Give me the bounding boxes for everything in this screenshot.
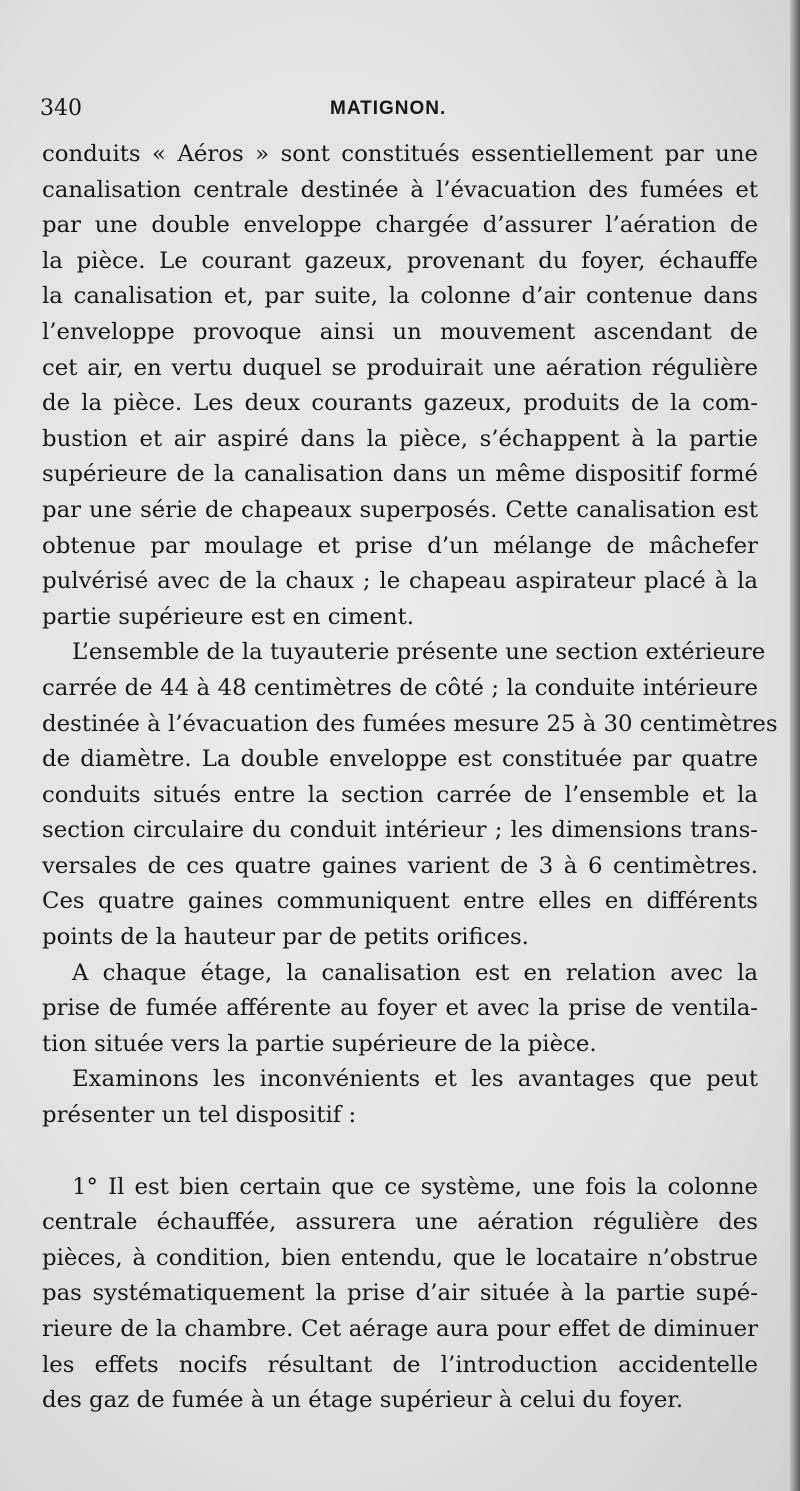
text-line: destinée à l’évacuation des fumées mesure 25 à 30 centimètres bbox=[42, 710, 778, 737]
text-line: Examinons les inconvénients et les avantages que peut bbox=[72, 1066, 758, 1093]
text-line: versales de ces quatre gaines varient de 3 à 6 centimètres. bbox=[42, 852, 758, 879]
paragraph bbox=[42, 137, 758, 635]
paragraph-gap bbox=[42, 1134, 758, 1170]
text-line: rieure de la chambre. Cet aérage aura pour effet de diminuer bbox=[42, 1316, 758, 1342]
text-line: la canalisation et, par suite, la colonne d’air contenue dans bbox=[42, 283, 758, 310]
text-line: canalisation centrale destinée à l’évacuation des fumées et bbox=[42, 176, 758, 203]
running-title: MATIGNON. bbox=[330, 98, 447, 119]
text-line: carrée de 44 à 48 centimètres de côté ; la conduite intérieure bbox=[42, 674, 758, 701]
text-line: partie supérieure est en ciment. bbox=[42, 603, 415, 630]
text-line: pulvérisé avec de la chaux ; le chapeau aspirateur placé à la bbox=[42, 568, 758, 595]
text-line: les effets nocifs résultant de l’introduction accidentelle bbox=[42, 1351, 758, 1378]
text-line: A chaque étage, la canalisation est en relation avec la bbox=[72, 959, 758, 986]
paragraph bbox=[42, 1170, 758, 1419]
text-line: l’enveloppe provoque ainsi un mouvement ascendant de bbox=[42, 318, 758, 345]
text-line: pas systématiquement la prise d’air située à la partie supé- bbox=[42, 1280, 758, 1307]
paragraph bbox=[42, 1062, 758, 1133]
text-line: centrale échauffée, assurera une aération régulière des bbox=[42, 1209, 758, 1236]
text-line: obtenue par moulage et prise d’un mélange de mâchefer bbox=[42, 532, 758, 559]
text-line: de diamètre. La double enveloppe est constituée par quatre bbox=[42, 746, 758, 773]
text-line: par une double enveloppe chargée d’assurer l’aération de bbox=[42, 212, 758, 239]
text-line: de la pièce. Les deux courants gazeux, produits de la com- bbox=[42, 390, 758, 417]
text-line: par une série de chapeaux superposés. Cette canalisation est bbox=[42, 496, 758, 523]
text-line: supérieure de la canalisation dans un même dispositif formé bbox=[42, 461, 758, 488]
page-header bbox=[40, 96, 760, 130]
text-line: 1° Il est bien certain que ce système, une fois la colonne bbox=[72, 1173, 758, 1200]
text-line: prise de fumée afférente au foyer et avec la prise de ventila- bbox=[42, 995, 758, 1022]
text-line: bustion et air aspiré dans la pièce, s’échappent à la partie bbox=[42, 425, 758, 452]
text-line: Ces quatre gaines communiquent entre elles en différents bbox=[42, 888, 758, 915]
text-line: tion située vers la partie supérieure de la pièce. bbox=[42, 1030, 597, 1057]
text-line: présenter un tel dispositif : bbox=[42, 1102, 357, 1129]
body-text bbox=[42, 137, 778, 1419]
text-line: des gaz de fumée à un étage supérieur à celui du foyer. bbox=[42, 1387, 684, 1414]
text-line: section circulaire du conduit intérieur ; les dimensions trans- bbox=[42, 817, 758, 844]
text-line: L’ensemble de la tuyauterie présente une section extérieure bbox=[72, 639, 766, 666]
text-line: cet air, en vertu duquel se produirait une aération régulière bbox=[42, 354, 758, 381]
text-line: pièces, à condition, bien entendu, que le locataire n’obstrue bbox=[42, 1244, 758, 1271]
page-number: 340 bbox=[40, 96, 82, 121]
text-line: conduits situés entre la section carrée de l’ensemble et la bbox=[42, 781, 758, 808]
paragraph bbox=[42, 956, 758, 1063]
text-line: points de la hauteur par de petits orifices. bbox=[42, 924, 529, 951]
page-edge-shadow bbox=[790, 0, 800, 1491]
paragraph bbox=[42, 635, 778, 955]
text-line: conduits « Aéros » sont constitués essentiellement par une bbox=[42, 141, 758, 167]
text-line: la pièce. Le courant gazeux, provenant du foyer, échauffe bbox=[42, 247, 758, 274]
